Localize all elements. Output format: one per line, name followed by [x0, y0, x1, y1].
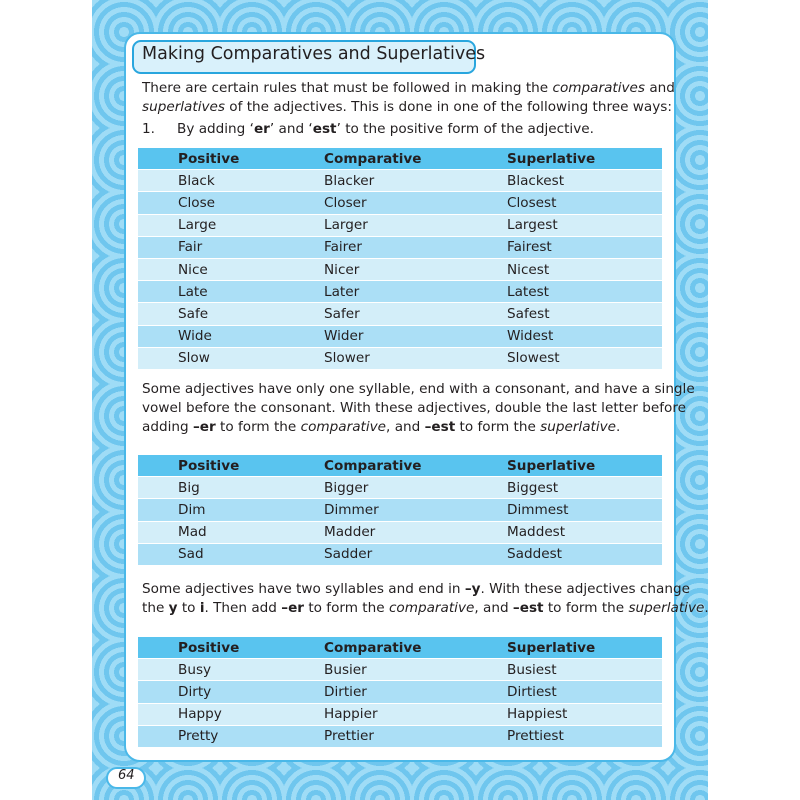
cell-positive: Safe — [178, 305, 209, 322]
table-row — [138, 192, 662, 214]
bold-suffix: –er — [281, 600, 304, 616]
cell-superlative: Saddest — [507, 546, 562, 563]
header-comparative: Comparative — [324, 639, 422, 656]
cell-positive: Large — [178, 217, 217, 234]
cell-superlative: Widest — [507, 328, 554, 345]
table-row — [138, 325, 662, 347]
cell-superlative: Prettiest — [507, 728, 564, 745]
page-number: 64 — [118, 768, 135, 783]
italic-term: superlatives — [142, 99, 225, 115]
cell-superlative: Fairest — [507, 239, 552, 256]
header-comparative: Comparative — [324, 457, 422, 474]
table-body — [138, 659, 662, 747]
cell-comparative: Later — [324, 283, 360, 300]
text-run: the — [142, 600, 169, 616]
header-positive: Positive — [178, 639, 240, 656]
bold-letter: y — [168, 600, 178, 616]
cell-superlative: Blackest — [507, 172, 565, 189]
text-run: . With these adjectives change — [480, 581, 690, 597]
header-superlative: Superlative — [507, 639, 596, 656]
italic-term: comparatives — [552, 80, 645, 96]
cell-comparative: Fairer — [324, 239, 362, 256]
cell-comparative: Dimmer — [324, 501, 379, 518]
cell-superlative: Maddest — [507, 524, 566, 541]
cell-positive: Fair — [178, 239, 203, 256]
cell-positive: Dirty — [178, 683, 212, 700]
cell-positive: Close — [178, 194, 216, 211]
cell-comparative: Sadder — [324, 546, 373, 563]
cell-superlative: Safest — [507, 305, 550, 322]
text-run: and — [645, 80, 675, 96]
cell-positive: Sad — [178, 546, 204, 563]
table-header-row — [138, 455, 662, 477]
text-run: . Then add — [204, 600, 282, 616]
table-header-row — [138, 637, 662, 659]
table-row — [138, 703, 662, 725]
cell-comparative: Prettier — [324, 728, 375, 745]
adjective-table-1 — [138, 148, 662, 369]
table-row — [138, 303, 662, 325]
italic-term: comparative — [300, 419, 387, 435]
text-run: to form the — [543, 600, 629, 616]
table-row — [138, 170, 662, 192]
adjective-table-3 — [138, 637, 662, 747]
table-row — [138, 258, 662, 280]
cell-positive: Busy — [178, 661, 212, 678]
cell-comparative: Madder — [324, 524, 376, 541]
adjective-table-2 — [138, 455, 662, 565]
intro-line-1 — [142, 79, 675, 98]
table-row — [138, 214, 662, 236]
text-run: adding — [142, 419, 193, 435]
table-body — [138, 170, 662, 369]
cell-comparative: Slower — [324, 350, 370, 367]
cell-comparative: Blacker — [324, 172, 375, 189]
cell-comparative: Nicer — [324, 261, 360, 278]
cell-positive: Mad — [178, 524, 207, 541]
text-run: There are certain rules that must be followed in making the — [142, 80, 553, 96]
cell-superlative: Dimmest — [507, 501, 569, 518]
table-row — [138, 281, 662, 303]
rule-3-line-2 — [142, 599, 709, 618]
cell-superlative: Largest — [507, 217, 558, 234]
italic-term: comparative — [388, 600, 475, 616]
bold-suffix: –er — [192, 419, 216, 435]
cell-comparative: Dirtier — [324, 683, 367, 700]
text-run: By adding ‘ — [177, 121, 254, 137]
header-positive: Positive — [178, 150, 240, 167]
text-run: of the adjectives. This is done in one of the following three ways: — [224, 99, 672, 115]
cell-comparative: Bigger — [324, 479, 369, 496]
cell-superlative: Dirtiest — [507, 683, 557, 700]
intro-line-2 — [142, 98, 672, 117]
cell-superlative: Happiest — [507, 706, 568, 723]
cell-positive: Big — [178, 479, 200, 496]
table-row — [138, 659, 662, 681]
text-run: , and — [386, 419, 425, 435]
cell-positive: Late — [178, 283, 208, 300]
cell-comparative: Wider — [324, 328, 364, 345]
italic-term: superlative — [540, 419, 617, 435]
text-run: . — [616, 419, 621, 435]
bold-suffix: est — [312, 121, 337, 137]
rule-2-line-2: vowel before the consonant. With these adjectives, double the last letter before — [142, 400, 686, 416]
cell-superlative: Slowest — [507, 350, 560, 367]
rule-2-line-1: Some adjectives have only one syllable, end with a consonant, and have a single — [142, 381, 695, 397]
cell-superlative: Closest — [507, 194, 557, 211]
cell-comparative: Happier — [324, 706, 378, 723]
table-row — [138, 477, 662, 499]
header-comparative: Comparative — [324, 150, 422, 167]
table-row — [138, 236, 662, 258]
rule-1-text — [177, 121, 594, 137]
text-run: ’ to the positive form of the adjective. — [336, 121, 594, 137]
rule-number: 1. — [142, 121, 155, 137]
bold-letter: i — [199, 600, 205, 616]
table-row — [138, 543, 662, 565]
cell-positive: Black — [178, 172, 215, 189]
header-superlative: Superlative — [507, 150, 596, 167]
table-row — [138, 499, 662, 521]
table-row — [138, 681, 662, 703]
bold-suffix: –est — [424, 419, 456, 435]
cell-comparative: Safer — [324, 305, 360, 322]
cell-superlative: Biggest — [507, 479, 559, 496]
table-row — [138, 725, 662, 747]
text-run: to form the — [215, 419, 301, 435]
table-row — [138, 521, 662, 543]
bold-suffix: er — [253, 121, 270, 137]
cell-positive: Pretty — [178, 728, 219, 745]
cell-comparative: Larger — [324, 217, 368, 234]
italic-term: superlative — [628, 600, 705, 616]
cell-positive: Dim — [178, 501, 206, 518]
rule-3-line-1 — [142, 580, 690, 599]
cell-comparative: Closer — [324, 194, 367, 211]
bold-suffix: –est — [512, 600, 544, 616]
cell-superlative: Latest — [507, 283, 550, 300]
cell-superlative: Busiest — [507, 661, 557, 678]
bold-suffix: –y — [464, 581, 481, 597]
rule-3-paragraph — [142, 580, 709, 618]
text-run: to form the — [455, 419, 541, 435]
text-run: ’ and ‘ — [269, 121, 313, 137]
text-run: . — [704, 600, 709, 616]
cell-positive: Nice — [178, 261, 208, 278]
cell-positive: Slow — [178, 350, 210, 367]
intro-paragraph — [142, 79, 675, 117]
header-positive: Positive — [178, 457, 240, 474]
text-run: , and — [474, 600, 513, 616]
text-run: to form the — [304, 600, 389, 616]
cell-comparative: Busier — [324, 661, 367, 678]
table-row — [138, 347, 662, 369]
header-superlative: Superlative — [507, 457, 596, 474]
cell-positive: Wide — [178, 328, 212, 345]
cell-superlative: Nicest — [507, 261, 550, 278]
page-title: Making Comparatives and Superlatives — [142, 44, 486, 64]
rule-2-line-3 — [142, 418, 662, 437]
table-header-row — [138, 148, 662, 170]
table-body — [138, 477, 662, 565]
cell-positive: Happy — [178, 706, 222, 723]
rule-2-paragraph — [142, 380, 695, 437]
text-run: Some adjectives have two syllables and end in — [142, 581, 465, 597]
text-run: to — [177, 600, 200, 616]
